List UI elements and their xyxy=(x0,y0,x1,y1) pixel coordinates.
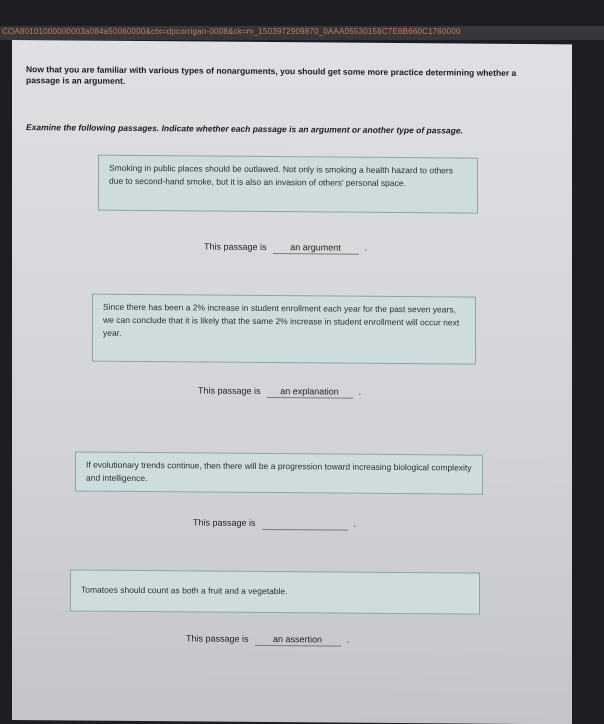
period: . xyxy=(358,386,362,397)
passage-text: If evolutionary trends continue, then there will be a progression toward increasing biological complexity and intelligence. xyxy=(86,459,472,484)
passage-box-3 xyxy=(75,451,483,494)
answer-prefix: This passage is xyxy=(186,633,249,644)
answer-row-4 xyxy=(186,633,349,646)
passage-text: Smoking in public places should be outlawed. Not only is smoking a health hazard to others due to second-hand smoke, but it is also an invasion of others' personal space. xyxy=(109,162,453,189)
answer-prefix: This passage is xyxy=(193,517,256,528)
period: . xyxy=(364,242,368,253)
address-bar[interactable] xyxy=(0,26,604,40)
exercise-page xyxy=(12,40,572,724)
answer-row-1 xyxy=(204,242,367,255)
period: . xyxy=(353,518,357,529)
instructions-text: Examine the following passages. Indicate whether each passage is an argument or another type of passage. xyxy=(26,122,463,136)
answer-prefix: This passage is xyxy=(204,241,267,252)
period: . xyxy=(346,634,350,645)
url-text: COA80101000000003a084a50060000&ctx=dpcorrigan-0008&ck=m_1503972909870_0AAA05530156C7E6B660C1760000 xyxy=(2,27,461,36)
answer-dropdown[interactable]: an explanation xyxy=(267,386,353,399)
answer-row-3 xyxy=(193,517,356,530)
answer-dropdown[interactable]: an argument xyxy=(273,242,359,255)
intro-text: Now that you are familiar with various types of nonarguments, you should get some more practice determining whether a passage is an argument. xyxy=(26,64,517,86)
passage-box-2 xyxy=(92,294,476,365)
answer-dropdown[interactable] xyxy=(262,518,348,531)
answer-row-2 xyxy=(198,385,361,398)
passage-box-1 xyxy=(98,155,478,214)
answer-dropdown[interactable]: an assertion xyxy=(255,634,341,647)
passage-box-4 xyxy=(70,569,480,614)
passage-text: Tomatoes should count as both a fruit and a vegetable. xyxy=(81,584,288,597)
answer-prefix: This passage is xyxy=(198,385,261,396)
passage-text: Since there has been a 2% increase in student enrollment each year for the past seven years, we can conclude that it is likely that the same 2% increase in student enrollment will occur next year. xyxy=(103,301,460,338)
